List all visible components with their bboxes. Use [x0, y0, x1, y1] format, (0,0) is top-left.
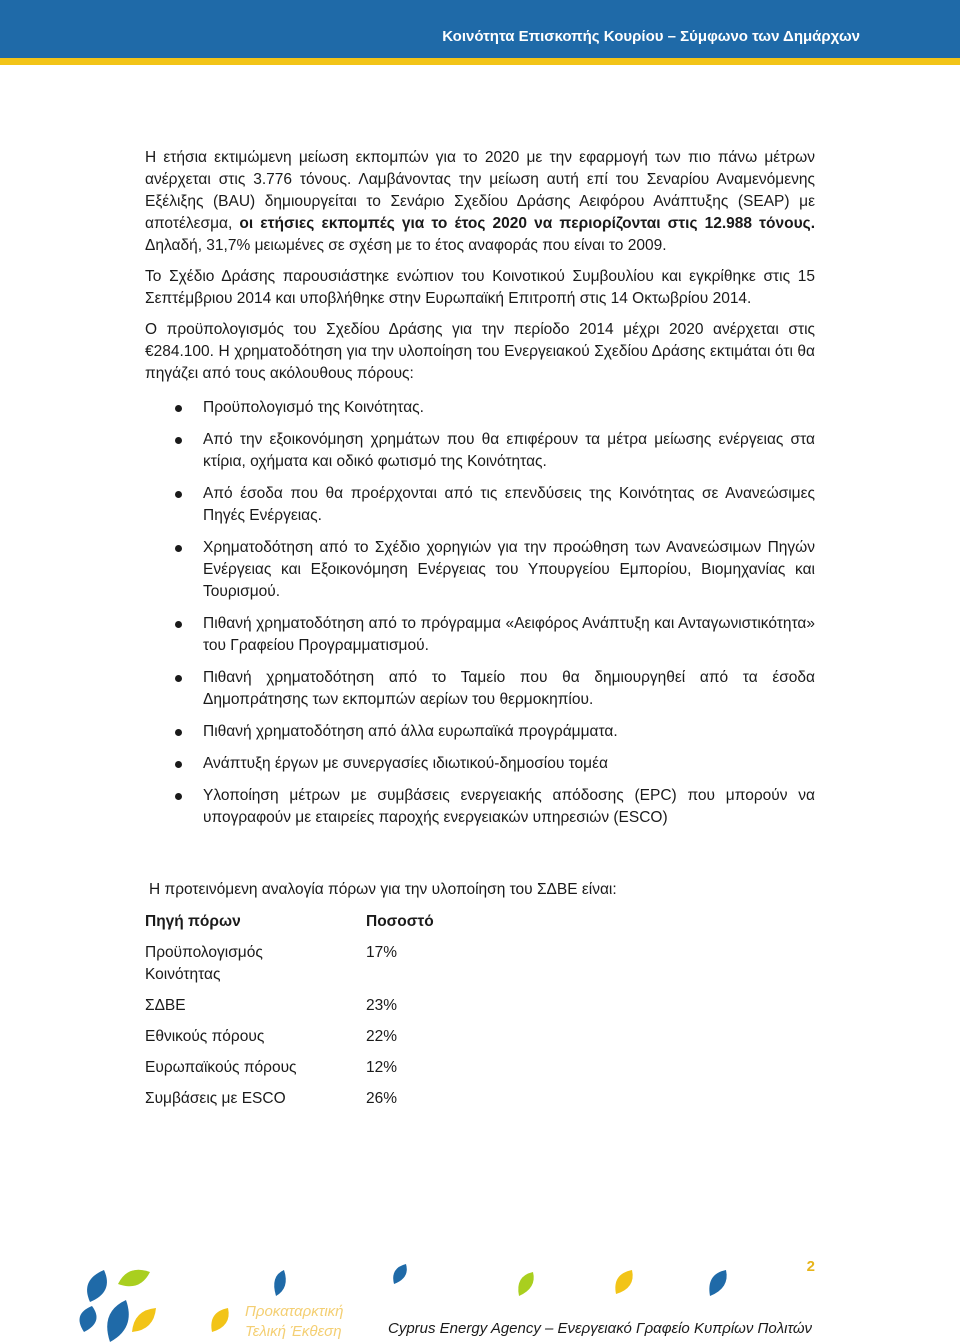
- column-header-percent: Ποσοστό: [366, 913, 434, 930]
- bullet-icon: [175, 621, 182, 628]
- bullet-icon: [175, 793, 182, 800]
- bullet-icon: [175, 729, 182, 736]
- table-row: [145, 1026, 434, 1057]
- table-cell-percent: 12%: [366, 1059, 398, 1076]
- bullet-icon: [175, 437, 182, 444]
- table-row: [145, 1057, 434, 1088]
- table-row: [145, 1088, 434, 1119]
- covenant-logo-icon: [70, 1262, 160, 1344]
- list-item-text: Ανάπτυξη έργων με συνεργασίες ιδιωτικού-δημοσίου τομέα: [203, 755, 608, 772]
- yellow-leaf-icon: [612, 1268, 636, 1296]
- page-number: 2: [806, 1258, 815, 1275]
- column-header-source: Πηγή πόρων: [145, 913, 241, 930]
- footer-draft-label: [245, 1302, 344, 1342]
- header-stripe: [0, 58, 960, 65]
- blue-leaf-icon: [706, 1268, 730, 1298]
- paragraph-emissions-tail: Δηλαδή, 31,7% μειωμένες σε σχέση με το έτος αναφοράς που είναι το 2009.: [145, 237, 667, 254]
- table-cell-source: Συμβάσεις με ESCO: [145, 1090, 286, 1107]
- list-item: [145, 537, 815, 603]
- green-leaf-icon: [515, 1270, 537, 1298]
- bullet-icon: [175, 491, 182, 498]
- bullet-icon: [175, 675, 182, 682]
- yellow-leaf-icon: [208, 1306, 232, 1334]
- list-item: [145, 613, 815, 657]
- list-item-text: Χρηματοδότηση από το Σχέδιο χορηγιών για την προώθηση των Ανανεώσιμων Πηγών Ενέργειας και Εξοικονόμηση Ενέργειας του Υπουργείου Εμπορίου, Βιομηχανίας και Τουρισμού.: [203, 539, 815, 600]
- table-header-row: [145, 911, 434, 942]
- table-cell-source: Προϋπολογισμός Κοινότητας: [145, 944, 263, 983]
- footer-agency: Cyprus Energy Agency – Ενεργειακό Γραφείο Κυπρίων Πολιτών: [388, 1320, 813, 1337]
- list-item: [145, 429, 815, 473]
- table-cell-source: ΣΔΒΕ: [145, 997, 186, 1014]
- table-row: [145, 942, 434, 995]
- header-title: Κοινότητα Επισκοπής Κουρίου – Σύμφωνο των Δημάρχων: [442, 28, 860, 45]
- list-item: [145, 397, 815, 419]
- blue-leaf-icon: [270, 1268, 290, 1298]
- list-item-text: Πιθανή χρηματοδότηση από το πρόγραμμα «Αειφόρος Ανάπτυξη και Ανταγωνιστικότητα» του Γραφείου Προγραμματισμού.: [203, 615, 815, 654]
- paragraph-emissions-text: Η ετήσια εκτιμώμενη μείωση εκπομπών για το 2020 με την εφαρμογή των πιο πάνω μέτρων ανέρχεται στις 3.776 τόνους. Λαμβάνοντας την μείωση αυτή επί του Σεναρίου Αναμενόμενης Εξέλιξης (BAU) δημιουργείται το Σενάριο Σχεδίου Δράσης Αειφόρου Ανάπτυξης (SEAP) με αποτέλεσμα,: [145, 149, 815, 232]
- list-item: [145, 667, 815, 711]
- paragraph-emissions-highlight: οι ετήσιες εκπομπές για το έτος 2020 να περιορίζονται στις 12.988 τόνους.: [239, 215, 815, 232]
- funding-sources-list: [145, 397, 815, 829]
- list-item: [145, 785, 815, 829]
- table-cell-percent: 22%: [366, 1028, 398, 1045]
- list-item: [145, 721, 815, 743]
- bullet-icon: [175, 545, 182, 552]
- list-item-text: Πιθανή χρηματοδότηση από άλλα ευρωπαϊκά προγράμματα.: [203, 723, 618, 740]
- document-body: [145, 147, 815, 1119]
- footer-draft-line2: Τελική Έκθεση: [245, 1323, 342, 1340]
- table-cell-source: Εθνικούς πόρους: [145, 1028, 265, 1045]
- blue-leaf-icon: [390, 1262, 410, 1286]
- bullet-icon: [175, 405, 182, 412]
- list-item-text: Πιθανή χρηματοδότηση από το Ταμείο που θα δημιουργηθεί από τα έσοδα Δημοπράτησης των εκπομπών αερίων του θερμοκηπίου.: [203, 669, 815, 708]
- paragraph-budget: Ο προϋπολογισμός του Σχεδίου Δράσης για την περίοδο 2014 μέχρι 2020 ανέρχεται στις €284.100. Η χρηματοδότηση για την υλοποίηση του Ενεργειακού Σχεδίου Δράσης εκτιμάται ότι θα πηγάζει από τους ακόλουθους πόρους:: [145, 321, 815, 382]
- list-item-text: Από την εξοικονόμηση χρημάτων που θα επιφέρουν τα μέτρα μείωσης ενέργειας στα κτίρια, οχήματα και οδικό φωτισμό της Κοινότητας.: [203, 431, 815, 470]
- allocation-table: [145, 911, 434, 1119]
- allocation-intro: Η προτεινόμενη αναλογία πόρων για την υλοποίηση του ΣΔΒΕ είναι:: [149, 881, 617, 898]
- table-cell-percent: 17%: [366, 944, 398, 961]
- table-cell-percent: 23%: [366, 997, 398, 1014]
- list-item-text: Από έσοδα που θα προέρχονται από τις επενδύσεις της Κοινότητας σε Ανανεώσιμες Πηγές Ενέργειας.: [203, 485, 815, 524]
- table-cell-source: Ευρωπαϊκούς πόρους: [145, 1059, 297, 1076]
- list-item-text: Υλοποίηση μέτρων με συμβάσεις ενεργειακής απόδοσης (EPC) που μπορούν να υπογραφούν με εταιρείες παροχής ενεργειακών υπηρεσιών (ESCO): [203, 787, 815, 826]
- list-item: [145, 753, 815, 775]
- list-item-text: Προϋπολογισμό της Κοινότητας.: [203, 399, 424, 416]
- paragraph-emissions: [145, 147, 815, 257]
- table-cell-percent: 26%: [366, 1090, 398, 1107]
- table-row: [145, 995, 434, 1026]
- list-item: [145, 483, 815, 527]
- footer-draft-line1: Προκαταρκτική: [245, 1303, 344, 1320]
- bullet-icon: [175, 761, 182, 768]
- paragraph-approval: Το Σχέδιο Δράσης παρουσιάστηκε ενώπιον του Κοινοτικού Συμβουλίου και εγκρίθηκε στις 15 Σεπτέμβριου 2014 και υποβλήθηκε στην Ευρωπαϊκή Επιτροπή στις 14 Οκτωβρίου 2014.: [145, 268, 815, 307]
